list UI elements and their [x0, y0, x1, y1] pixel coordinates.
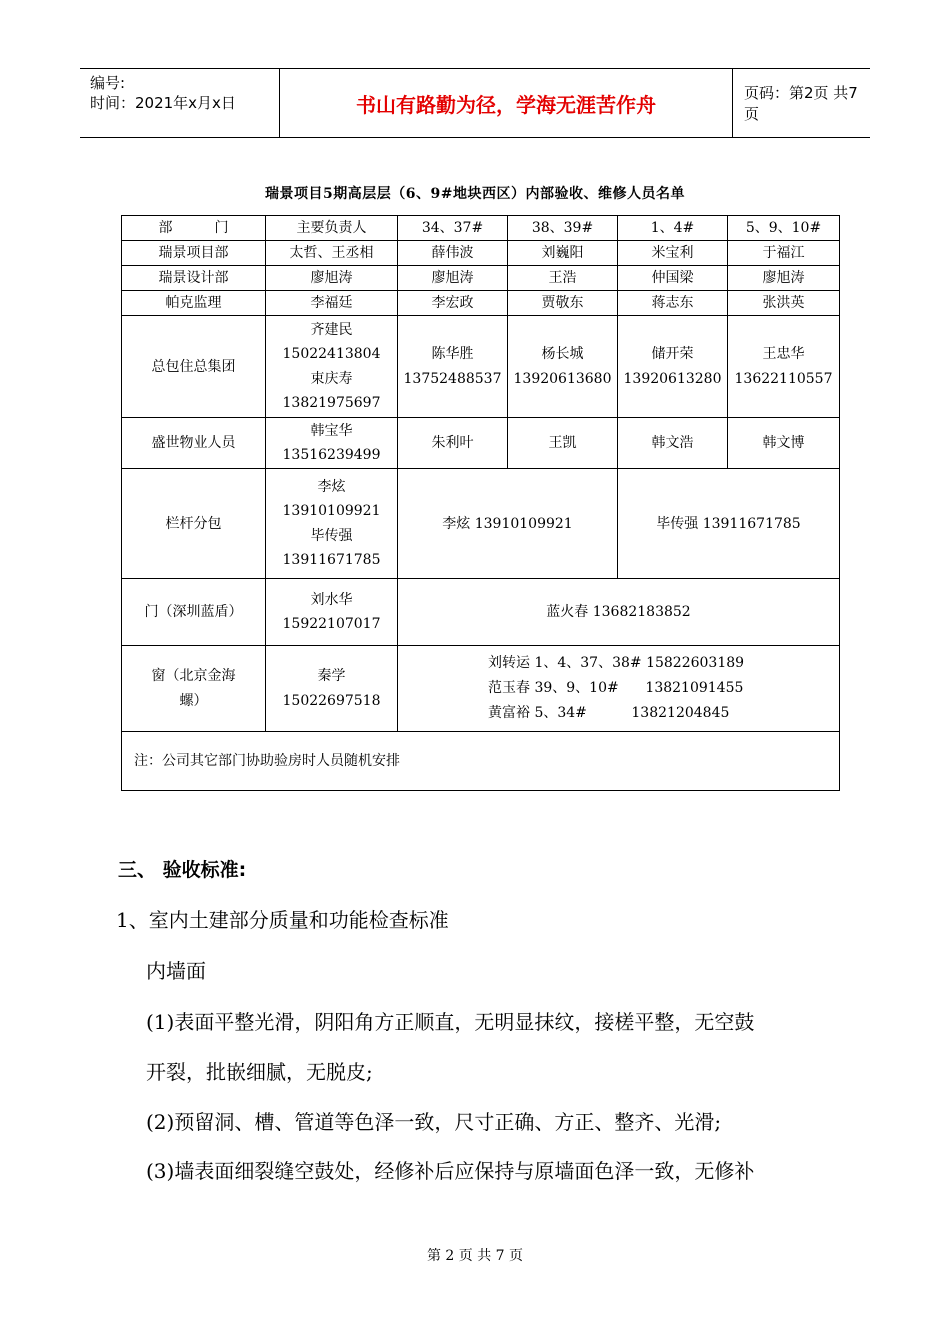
phone-number: 13920613680: [513, 370, 612, 387]
table-cell: 贾敬东: [508, 291, 618, 316]
column-header: 主要负责人: [266, 216, 398, 241]
table-cell: 李宏政: [398, 291, 508, 316]
column-header: 1、4#: [618, 216, 728, 241]
page-header: [80, 68, 870, 138]
dept-cell: 栏杆分包: [122, 469, 266, 579]
paragraph: (3)墙表面细裂缝空鼓处，经修补后应保持与原墙面色泽一致，无修补: [146, 1159, 755, 1183]
table-cell: 廖旭涛: [398, 266, 508, 291]
phone-number: 13622110557: [734, 370, 833, 387]
table-row: [122, 732, 840, 791]
table-cell: 朱利叶: [398, 418, 508, 469]
lead-cell: 廖旭涛: [266, 266, 398, 291]
phone-number: 13910109921: [282, 503, 381, 519]
table-row: [122, 469, 840, 579]
paragraph: (1)表面平整光滑，阴阳角方正顺直，无明显抹纹，接槎平整，无空鼓: [146, 1010, 755, 1034]
person-name: 刘水华: [310, 591, 353, 608]
phone-number: 13821975697: [282, 395, 381, 411]
section-heading: 三、 验收标准:: [118, 859, 247, 881]
table-cell: 米宝利: [618, 241, 728, 266]
lead-cell: 太哲、王丞相: [266, 241, 398, 266]
table-cell: 李炫 13910109921: [398, 469, 618, 579]
table-row: [122, 291, 840, 316]
phone-number: 13920613280: [623, 370, 722, 387]
phone-number: 15022697518: [282, 692, 381, 709]
person-name: 韩宝华: [310, 422, 353, 439]
table-cell: 仲国梁: [618, 266, 728, 291]
contact-line: 黄富裕 5、34# 13821204845: [488, 705, 730, 721]
person-name: 齐建民: [310, 321, 353, 338]
column-header: 部 门: [122, 216, 266, 241]
dept-cell: 盛世物业人员: [122, 418, 266, 469]
lead-cell: [266, 579, 398, 646]
column-header: 38、39#: [508, 216, 618, 241]
dept-cell: 帕克监理: [122, 291, 266, 316]
column-header: 5、9、10#: [728, 216, 840, 241]
phone-number: 13911671785: [282, 552, 381, 568]
phone-number: 13752488537: [403, 370, 502, 387]
table-cell: 韩文博: [728, 418, 840, 469]
table-cell: [398, 316, 508, 418]
table-cell: 蒋志东: [618, 291, 728, 316]
table-cell: [728, 316, 840, 418]
header-meta: [80, 69, 280, 137]
phone-number: 15922107017: [282, 616, 381, 632]
code-label: 编号:: [90, 74, 126, 92]
person-name: 杨长城: [541, 346, 584, 362]
person-name: 王忠华: [762, 346, 805, 362]
table-cell: 王浩: [508, 266, 618, 291]
table-row: [122, 266, 840, 291]
table-cell: 于福江: [728, 241, 840, 266]
paragraph: 开裂，批嵌细腻，无脱皮;: [146, 1060, 373, 1084]
person-name: 秦学: [317, 668, 346, 684]
table-cell: 薛伟波: [398, 241, 508, 266]
header-page-info: 页码：第2页 共7页: [744, 84, 858, 123]
table-cell: [508, 316, 618, 418]
table-cell: 蓝火春 13682183852: [398, 579, 840, 646]
person-name: 李炫: [317, 478, 346, 495]
dept-cell: 瑞景项目部: [122, 241, 266, 266]
item-heading: 1、室内土建部分质量和功能检查标准: [116, 908, 449, 932]
time-label: 时间：2021年x月x日: [90, 94, 236, 112]
table-row: [122, 579, 840, 646]
person-name: 毕传强: [310, 527, 353, 544]
table-cell: 刘巍阳: [508, 241, 618, 266]
table-row: [122, 316, 840, 418]
person-name: 陈华胜: [431, 346, 474, 362]
page-footer: 第 2 页 共 7 页: [426, 1248, 524, 1264]
dept-cell: [122, 646, 266, 732]
table-header-row: [122, 216, 840, 241]
dept-cell: 瑞景设计部: [122, 266, 266, 291]
roster-table: [121, 215, 840, 791]
roster-title: 瑞景项目5期高层层（6、9#地块西区）内部验收、维修人员名单: [265, 186, 685, 202]
lead-cell: 李福廷: [266, 291, 398, 316]
table-cell: [618, 316, 728, 418]
lead-cell: [266, 469, 398, 579]
phone-number: 15022413804: [282, 346, 381, 362]
sub-heading: 内墙面: [146, 959, 206, 983]
lead-cell: [266, 418, 398, 469]
table-cell: [398, 646, 840, 732]
phone-number: 13516239499: [282, 447, 381, 463]
table-cell: 张洪英: [728, 291, 840, 316]
table-row: [122, 646, 840, 732]
table-cell: 王凯: [508, 418, 618, 469]
column-header: 34、37#: [398, 216, 508, 241]
lead-cell: [266, 316, 398, 418]
table-cell: 廖旭涛: [728, 266, 840, 291]
dept-line: 窗（北京金海: [151, 668, 236, 684]
lead-cell: [266, 646, 398, 732]
contact-line: 刘转运 1、4、37、38# 15822603189: [488, 655, 745, 671]
paragraph: (2)预留洞、槽、管道等色泽一致，尺寸正确、方正、整齐、光滑;: [146, 1110, 722, 1134]
note-cell: 注：公司其它部门协助验房时人员随机安排: [122, 732, 840, 791]
dept-cell: 总包住总集团: [122, 316, 266, 418]
table-cell: 毕传强 13911671785: [618, 469, 840, 579]
dept-line: 螺）: [179, 692, 208, 709]
header-motto: 书山有路勤为径，学海无涯苦作舟: [280, 69, 733, 137]
contact-line: 范玉春 39、9、10# 13821091455: [488, 680, 744, 696]
person-name: 储开荣: [651, 346, 694, 362]
person-name: 束庆寿: [310, 370, 353, 387]
table-cell: 韩文浩: [618, 418, 728, 469]
table-row: [122, 418, 840, 469]
dept-cell: 门（深圳蓝盾）: [122, 579, 266, 646]
table-row: [122, 241, 840, 266]
